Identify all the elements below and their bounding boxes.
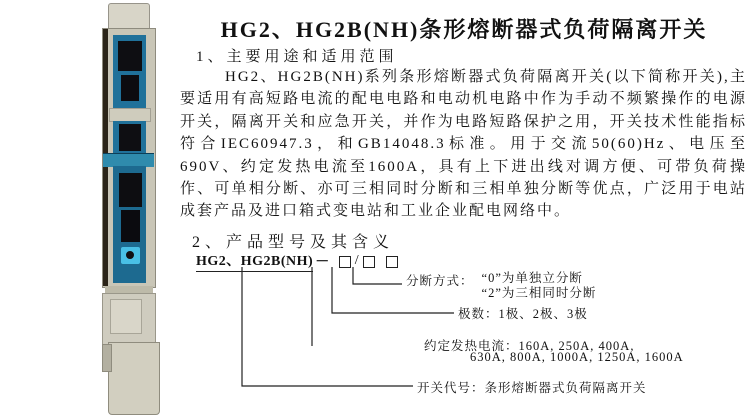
model-slash: / bbox=[354, 253, 360, 268]
device-separator bbox=[105, 286, 153, 293]
model-dash: － bbox=[315, 255, 330, 270]
page-title: HG2、HG2B(NH)条形熔断器式负荷隔离开关 bbox=[220, 17, 708, 42]
device-handle-notch bbox=[102, 344, 112, 372]
label-breaking-mode bbox=[406, 271, 596, 300]
fuse-link-block-3 bbox=[119, 124, 141, 151]
label-poles: 极数：1极、2极、3极 bbox=[458, 307, 588, 321]
device-crossbar bbox=[103, 153, 154, 167]
fuse-indicator-dot bbox=[126, 251, 134, 259]
device-label-plate bbox=[110, 299, 142, 334]
model-name: HG2、HG2B(NH) bbox=[196, 250, 313, 272]
device-handle bbox=[108, 342, 160, 415]
fuse-link-block-5 bbox=[121, 210, 140, 242]
breaking-mode-title: 分断方式： bbox=[406, 274, 474, 288]
breaking-mode-option-0: “0”为单独立分断 bbox=[481, 271, 583, 285]
breaking-mode-option-2: “2”为三相同时分断 bbox=[481, 285, 597, 300]
label-rated-current-line1: 约定发热电流：160A, 250A, 400A, bbox=[424, 339, 635, 353]
label-rated-current-line2: 630A, 800A, 1000A, 1250A, 1600A bbox=[470, 350, 684, 364]
product-photo bbox=[96, 2, 166, 414]
section1-paragraph: HG2、HG2B(NH)系列条形熔断器式负荷隔离开关(以下简称开关),主要适用有高短路电流的配电电路和电动机电路中作为手动不频繁操作的电源开关，隔离开关和应急开关，并作为电路短路保护之用，开关技术性能指标符合IEC60947.3，和GB14048.3标准。用于交流50(60)Hz、电压至690V、约定发热电流至1600A，具有上下进出线对调方便、可带负荷操作、可单相分断、亦可三相同时分断和三相单独分断等优点，广泛用于电站成套产品及进口箱式变电站和工业企业配电网络中。 bbox=[180, 69, 747, 220]
fuse-link-block-2 bbox=[121, 75, 139, 101]
label-switch-code: 开关代号：条形熔断器式负荷隔离开关 bbox=[417, 381, 647, 395]
section2-heading: 2、产品型号及其含义 bbox=[192, 234, 395, 251]
section1-heading: 1、主要用途和适用范围 bbox=[196, 49, 398, 65]
device-rail bbox=[109, 108, 151, 122]
fuse-link-block-4 bbox=[119, 173, 142, 207]
fuse-link-block-1 bbox=[118, 41, 142, 71]
